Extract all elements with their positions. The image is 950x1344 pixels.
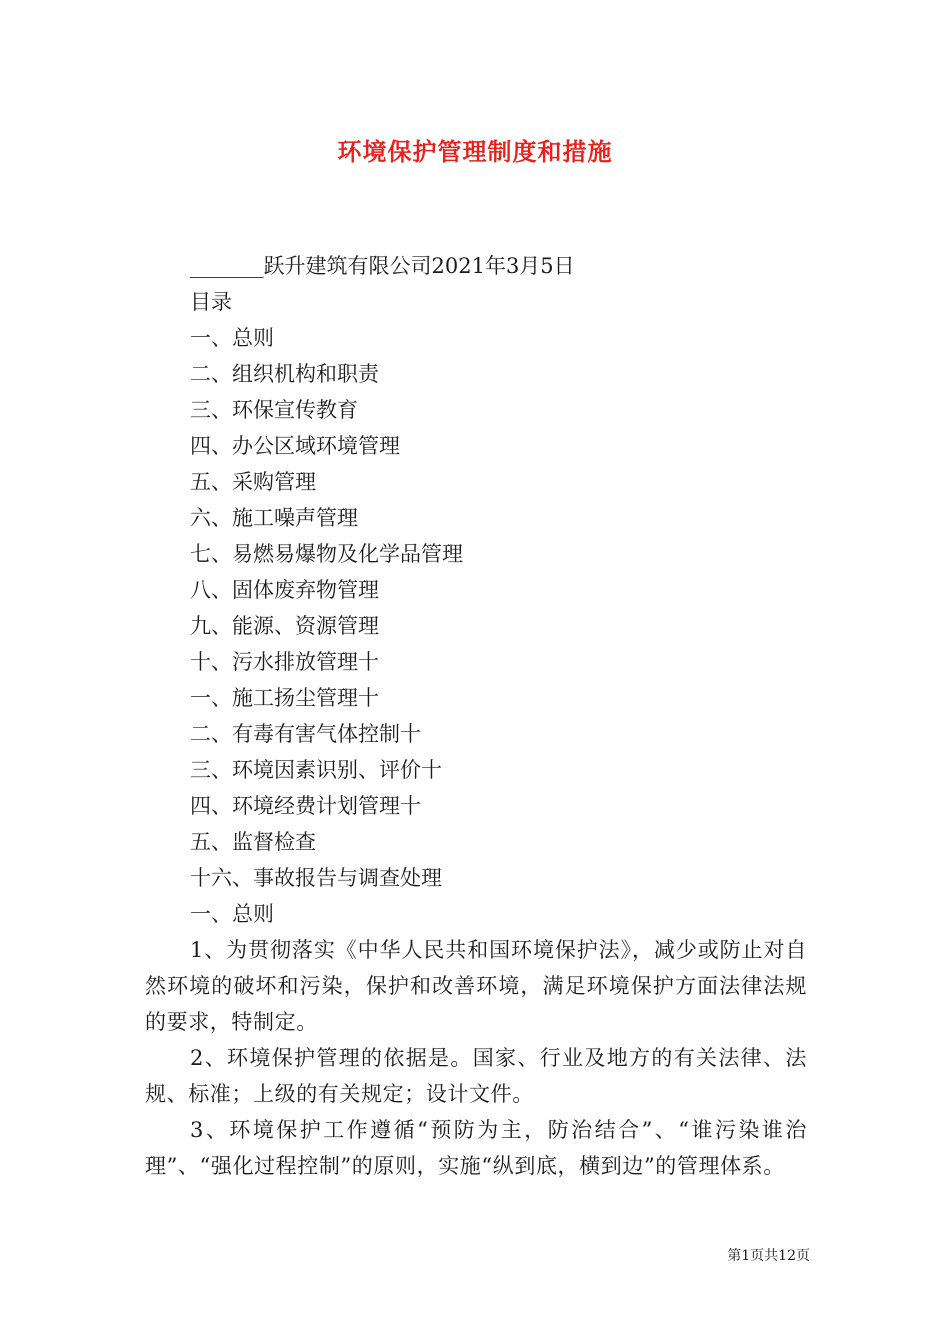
toc-item: 十、污水排放管理十	[190, 650, 379, 674]
body-paragraph: 3、环境保护工作遵循“预防为主，防治结合”、“谁污染谁治理”、“强化过程控制”的原则，实施“纵到底，横到边”的管理体系。	[145, 1118, 807, 1178]
document-title: 环境保护管理制度和措施	[337, 137, 613, 166]
toc-heading: 目录	[190, 290, 232, 314]
toc-item: 六、施工噪声管理	[190, 506, 358, 530]
toc-item: 一、施工扬尘管理十	[190, 686, 379, 710]
toc-item: 八、固体废弃物管理	[190, 578, 379, 602]
toc-item: 九、能源、资源管理	[190, 614, 379, 638]
toc-item: 五、监督检查	[190, 830, 316, 854]
author-line: _______跃升建筑有限公司2021年3月5日	[190, 254, 575, 278]
section-heading: 一、总则	[190, 902, 274, 926]
toc-item: 五、采购管理	[190, 470, 316, 494]
toc-item: 七、易燃易爆物及化学品管理	[190, 542, 463, 566]
toc-item: 四、环境经费计划管理十	[190, 794, 421, 818]
page-footer: 第1页共12页	[727, 1248, 810, 1264]
toc-item: 三、环保宣传教育	[190, 398, 358, 422]
toc-item: 二、有毒有害气体控制十	[190, 722, 421, 746]
document-body	[145, 248, 807, 1184]
body-paragraph: 1、为贯彻落实《中华人民共和国环境保护法》，减少或防止对自然环境的破坏和污染，保护和改善环境，满足环境保护方面法律法规的要求，特制定。	[145, 938, 807, 1034]
toc-item: 三、环境因素识别、评价十	[190, 758, 442, 782]
toc-item: 十六、事故报告与调查处理	[190, 866, 442, 890]
toc-item: 四、办公区域环境管理	[190, 434, 400, 458]
toc-item: 二、组织机构和职责	[190, 362, 379, 386]
toc-item: 一、总则	[190, 326, 274, 350]
body-paragraph: 2、环境保护管理的依据是。国家、行业及地方的有关法律、法规、标准；上级的有关规定；设计文件。	[145, 1046, 807, 1106]
